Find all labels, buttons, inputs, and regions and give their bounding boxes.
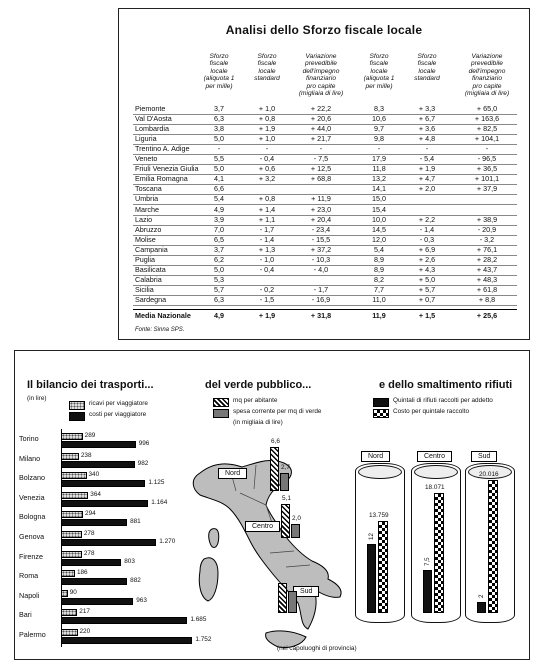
table-cell: + 23,0 bbox=[310, 204, 332, 214]
transport-costi-value: 803 bbox=[124, 557, 135, 565]
rifiuti-title: e dello smaltimento rifiuti bbox=[379, 379, 513, 391]
table-cell: - 3,2 bbox=[479, 234, 495, 244]
verde-title: del verde pubblico... bbox=[205, 379, 312, 391]
verde-note: (nei capoluoghi di provincia) bbox=[277, 645, 357, 652]
table-cell: 5,4 bbox=[374, 244, 384, 254]
transport-ricavi-bar bbox=[61, 472, 87, 479]
infographic-panel bbox=[14, 350, 530, 660]
transport-ricavi-bar bbox=[61, 551, 82, 558]
table-source: Fonte: Sinna SPS. bbox=[135, 327, 185, 333]
table-cell: - bbox=[425, 144, 429, 154]
table-row-region: Toscana bbox=[135, 184, 162, 194]
transport-costi-value: 963 bbox=[136, 596, 147, 604]
table-cell: 7,7 bbox=[374, 284, 384, 294]
rifiuti-quintali-bar bbox=[477, 602, 486, 613]
legend-mq-label: mq per abitante bbox=[233, 397, 278, 404]
table-cell: 6,2 bbox=[214, 254, 224, 264]
table-header-col-6: Variazione prevedibile dell'impegno finanziario pro capite (migliaia di lire) bbox=[464, 53, 510, 98]
table-row-region: Emilia Romagna bbox=[135, 174, 188, 184]
table-cell: 4,9 bbox=[214, 204, 224, 214]
table-cell: - 10,3 bbox=[311, 254, 331, 264]
table-row-region: Molise bbox=[135, 234, 156, 244]
table-cell: + 44,0 bbox=[310, 124, 332, 134]
table-cell: + 61,8 bbox=[476, 284, 498, 294]
transport-costi-bar bbox=[61, 539, 156, 546]
rifiuti-costo-bar bbox=[378, 521, 388, 613]
verde-centro-mq-value: 5,1 bbox=[282, 495, 291, 502]
transport-costi-value: 882 bbox=[130, 577, 141, 585]
transport-ricavi-value: 217 bbox=[79, 608, 90, 616]
legend-costi-label: costi per viaggiatore bbox=[89, 411, 147, 418]
table-cell: 3,9 bbox=[214, 214, 224, 224]
table-cell: 6,5 bbox=[214, 234, 224, 244]
transport-costi-bar bbox=[61, 500, 148, 507]
transport-city-label: Bologna bbox=[19, 512, 46, 522]
table-row-region: Lombardia bbox=[135, 124, 169, 134]
table-cell: - bbox=[265, 144, 269, 154]
verde-nord-mq-bar bbox=[270, 447, 279, 491]
table-cell: - 1,4 bbox=[259, 234, 275, 244]
table-cell: + 21,7 bbox=[310, 134, 332, 144]
verde-tag-sud: Sud bbox=[293, 586, 319, 597]
table-cell: 3,7 bbox=[214, 104, 224, 113]
table-cell: - 7,5 bbox=[313, 154, 329, 164]
table-row-region: Trentino A. Adige bbox=[135, 144, 190, 154]
table-total-cell: 4,9 bbox=[214, 311, 224, 320]
table-cell: 14,5 bbox=[372, 224, 386, 234]
table-row-region: Puglia bbox=[135, 254, 155, 264]
table-cell: + 101,1 bbox=[474, 174, 500, 184]
transport-costi-bar bbox=[61, 480, 145, 487]
table-cell: 9,8 bbox=[374, 134, 384, 144]
table-cell: 10,6 bbox=[372, 114, 386, 124]
table-total-cell: + 25,6 bbox=[476, 311, 498, 320]
legend-quintali-label: Quintali di rifiuti raccolti per addetto bbox=[393, 397, 493, 404]
legend-spesa-swatch bbox=[213, 409, 229, 418]
rifiuti-quintali-bar bbox=[423, 570, 432, 613]
table-cell: + 8,8 bbox=[478, 294, 496, 304]
table-cell: + 36,5 bbox=[476, 164, 498, 174]
transport-ricavi-value: 278 bbox=[83, 549, 95, 557]
italy-map bbox=[170, 433, 360, 653]
table-cell: + 1,9 bbox=[418, 164, 436, 174]
table-cell: - bbox=[319, 144, 323, 154]
legend-mq-swatch bbox=[213, 398, 229, 407]
table-cell: + 6,9 bbox=[418, 244, 436, 254]
transport-ricavi-bar bbox=[61, 453, 79, 460]
transport-ricavi-value: 238 bbox=[80, 451, 92, 459]
legend-ricavi-label: ricavi per viaggiatore bbox=[89, 400, 148, 407]
table-row-region: Sicilia bbox=[135, 284, 154, 294]
rifiuti-area-tag: Centro bbox=[417, 451, 452, 462]
verde-sud-spesa-bar bbox=[288, 591, 297, 613]
table-total-region: Media Nazionale bbox=[135, 311, 191, 320]
table-cell: + 1,1 bbox=[258, 214, 276, 224]
table-cell: + 37,2 bbox=[310, 244, 332, 254]
table-cell: - bbox=[377, 144, 381, 154]
table-cell: 5,3 bbox=[214, 274, 224, 284]
rifiuti-area-tag: Sud bbox=[471, 451, 497, 462]
corsica-shape bbox=[209, 529, 219, 548]
table-cell: + 0,7 bbox=[418, 294, 436, 304]
rifiuti-quintali-value: 2 bbox=[478, 594, 485, 598]
legend-costo-swatch bbox=[373, 409, 389, 418]
table-cell: - 1,0 bbox=[259, 254, 275, 264]
table-cell: + 38,9 bbox=[476, 214, 498, 224]
table-cell: 6,3 bbox=[214, 114, 224, 124]
table-cell: - 15,5 bbox=[311, 234, 331, 244]
table-cell: - 1,7 bbox=[313, 284, 329, 294]
table-row-region: Liguria bbox=[135, 134, 157, 144]
table-total-cell: + 31,8 bbox=[310, 311, 332, 320]
table-cell: 6,3 bbox=[214, 294, 224, 304]
transport-ricavi-bar bbox=[61, 492, 88, 499]
transport-costi-bar bbox=[61, 598, 133, 605]
table-cell: + 3,6 bbox=[418, 124, 436, 134]
transport-ricavi-bar bbox=[61, 570, 75, 577]
table-cell: + 4,7 bbox=[418, 174, 436, 184]
rifiuti-costo-bar bbox=[434, 493, 444, 613]
table-cell: + 20,6 bbox=[310, 114, 332, 124]
table-cell: + 82,5 bbox=[476, 124, 498, 134]
table-cell: 15,0 bbox=[372, 194, 386, 204]
table-cell: + 1,3 bbox=[258, 244, 276, 254]
table-row-region: Campania bbox=[135, 244, 168, 254]
table-cell: - 16,9 bbox=[311, 294, 331, 304]
table-title: Analisi dello Sforzo fiscale locale bbox=[225, 23, 423, 37]
transport-city-label: Palermo bbox=[19, 630, 46, 639]
table-cell: + 12,5 bbox=[310, 164, 332, 174]
transport-ricavi-bar bbox=[61, 629, 78, 636]
transport-city-label: Bari bbox=[19, 610, 32, 620]
table-cell: + 43,7 bbox=[476, 264, 498, 274]
table-cell: + 68,8 bbox=[310, 174, 332, 184]
legend-spesa-label: spesa corrente per mq di verde bbox=[233, 408, 322, 415]
table-row-region: Abruzzo bbox=[135, 224, 162, 234]
table-cell: 8,2 bbox=[374, 274, 384, 284]
table-cell: 15,4 bbox=[372, 204, 386, 214]
table-cell: + 2,0 bbox=[418, 184, 436, 194]
table-header-col-3: Variazione prevedibile dell'impegno finanziario pro capite (migliaia di lire) bbox=[298, 53, 344, 98]
transport-city-label: Bolzano bbox=[19, 473, 45, 483]
transport-costi-bar bbox=[61, 578, 127, 585]
table-cell: + 76,1 bbox=[476, 244, 498, 254]
table-cell: + 4,8 bbox=[418, 134, 436, 144]
table-cell: + 28,2 bbox=[476, 254, 498, 264]
transport-ricavi-value: 294 bbox=[85, 510, 96, 518]
rifiuti-quintali-bar bbox=[367, 544, 376, 613]
table-cell: 6,6 bbox=[214, 184, 224, 194]
table-cell: - 5,4 bbox=[419, 154, 435, 164]
table-cell: + 0,8 bbox=[258, 114, 276, 124]
transport-costi-value: 996 bbox=[138, 440, 150, 447]
table-cell: + 3,2 bbox=[258, 174, 276, 184]
table-header-col-4: Sforzo fiscale locale (aliquota 1 per mille) bbox=[363, 53, 395, 90]
sardinia-shape bbox=[199, 558, 218, 601]
table-cell: 11,8 bbox=[372, 164, 386, 174]
table-cell: - bbox=[485, 144, 489, 154]
transport-unit: (in lire) bbox=[27, 395, 47, 402]
table-total-cell: 11,9 bbox=[372, 311, 386, 320]
table-cell: 5,7 bbox=[214, 284, 224, 294]
transport-costi-value: 1.685 bbox=[190, 616, 207, 624]
fiscal-table-panel bbox=[118, 8, 530, 340]
table-cell: + 0,6 bbox=[258, 164, 276, 174]
table-cell: + 5,0 bbox=[418, 274, 436, 284]
rifiuti-costo-value: 13.759 bbox=[369, 512, 389, 520]
table-cell: + 37,9 bbox=[476, 184, 498, 194]
table-cell: + 2,2 bbox=[418, 214, 436, 224]
table-cell: + 1,4 bbox=[258, 204, 276, 214]
table-cell: + 3,3 bbox=[418, 104, 436, 113]
table-cell: + 48,3 bbox=[476, 274, 498, 284]
table-cell: 10,0 bbox=[372, 214, 386, 224]
transport-ricavi-bar bbox=[61, 511, 83, 518]
table-total-divider bbox=[133, 309, 517, 310]
rifiuti-costo-value: 18.071 bbox=[425, 483, 445, 491]
table-header-col-1: Sforzo fiscale locale (aliquota 1 per mille) bbox=[203, 53, 235, 90]
table-cell: - 1,7 bbox=[259, 224, 275, 234]
table-cell: - 0,4 bbox=[259, 264, 275, 274]
table-row-region: Friuli Venezia Giulia bbox=[135, 164, 199, 174]
transport-costi-bar bbox=[61, 519, 127, 526]
transport-costi-value: 1.125 bbox=[148, 479, 165, 487]
table-row-region: Lazio bbox=[135, 214, 153, 224]
table-cell: - 1,4 bbox=[419, 224, 435, 234]
verde-centro-spesa-value: 2,0 bbox=[292, 515, 301, 522]
transport-ricavi-bar bbox=[61, 433, 83, 440]
transport-ricavi-value: 278 bbox=[83, 530, 95, 537]
transport-costi-value: 982 bbox=[137, 459, 149, 467]
table-header-col-2: Sforzo fiscale locale standard bbox=[254, 53, 280, 83]
table-row-region: Marche bbox=[135, 204, 159, 214]
transport-ricavi-value: 364 bbox=[90, 490, 101, 498]
table-cell: 13,2 bbox=[372, 174, 386, 184]
table-cell: 9,7 bbox=[374, 124, 384, 134]
table-cell: + 22,2 bbox=[310, 104, 332, 113]
table-row-divider bbox=[133, 305, 517, 306]
table-total-cell: + 1,9 bbox=[258, 311, 276, 320]
table-cell: + 1,0 bbox=[258, 134, 276, 144]
rifiuti-quintali-value: 12 bbox=[368, 533, 375, 541]
rifiuti-costo-value: 20.016 bbox=[479, 470, 499, 478]
verde-nord-mq-value: 6,6 bbox=[271, 438, 280, 445]
transport-costi-bar bbox=[61, 617, 187, 624]
table-cell: + 104,1 bbox=[474, 134, 500, 144]
transport-city-label: Firenze bbox=[19, 551, 43, 561]
transport-ricavi-bar bbox=[61, 590, 68, 597]
table-cell: 4,1 bbox=[214, 174, 224, 184]
transport-title: Il bilancio dei trasporti... bbox=[27, 379, 154, 391]
table-cell: - bbox=[217, 144, 221, 154]
verde-sud-mq-bar bbox=[278, 583, 287, 613]
transport-ricavi-bar bbox=[61, 531, 82, 538]
table-row-region: Calabria bbox=[135, 274, 162, 284]
transport-ricavi-value: 220 bbox=[79, 628, 91, 635]
transport-ricavi-bar bbox=[61, 609, 77, 616]
table-cell: 5,4 bbox=[214, 194, 224, 204]
transport-city-label: Torino bbox=[19, 434, 39, 443]
table-cell: 14,1 bbox=[372, 184, 386, 194]
transport-city-label: Venezia bbox=[19, 492, 45, 502]
verde-centro-spesa-bar bbox=[291, 524, 300, 538]
table-row-region: Sardegna bbox=[135, 294, 167, 304]
transport-costi-bar bbox=[61, 441, 136, 448]
transport-ricavi-value: 186 bbox=[76, 569, 88, 577]
legend-quintali-swatch bbox=[373, 398, 389, 407]
transport-costi-value: 881 bbox=[130, 518, 141, 526]
table-cell: 5,0 bbox=[214, 164, 224, 174]
table-cell: 8,9 bbox=[374, 264, 384, 274]
verde-unit: (in migliaia di lire) bbox=[233, 419, 283, 426]
table-cell: 8,9 bbox=[374, 254, 384, 264]
transport-city-label: Napoli bbox=[19, 590, 40, 600]
table-cell: 5,0 bbox=[214, 134, 224, 144]
transport-ricavi-value: 90 bbox=[69, 588, 77, 596]
table-cell: 3,8 bbox=[214, 124, 224, 134]
table-row-region: Basilicata bbox=[135, 264, 166, 274]
table-cell: + 4,3 bbox=[418, 264, 436, 274]
table-cell: + 0,8 bbox=[258, 194, 276, 204]
table-cell: + 1,0 bbox=[258, 104, 276, 113]
table-row-region: Piemonte bbox=[135, 104, 166, 113]
table-header-col-5: Sforzo fiscale locale standard bbox=[414, 53, 440, 83]
table-cell: 11,0 bbox=[372, 294, 386, 304]
table-cell: + 20,4 bbox=[310, 214, 332, 224]
table-cell: 8,3 bbox=[374, 104, 384, 113]
legend-ricavi-swatch bbox=[69, 401, 85, 410]
table-cell: - 0,2 bbox=[259, 284, 275, 294]
legend-costi-swatch bbox=[69, 412, 85, 421]
table-cell: 7,0 bbox=[214, 224, 224, 234]
table-row-region: Veneto bbox=[135, 154, 158, 164]
table-cell: - 4,0 bbox=[313, 264, 329, 274]
table-row-region: Val D'Aosta bbox=[135, 114, 172, 124]
verde-nord-spesa-bar bbox=[280, 473, 289, 491]
verde-nord-spesa-value: 2,7 bbox=[281, 464, 290, 471]
rifiuti-cylinder-rim bbox=[414, 465, 458, 479]
table-cell: - 0,3 bbox=[419, 234, 435, 244]
verde-tag-centro: Centro bbox=[245, 521, 280, 532]
table-row-region: Umbria bbox=[135, 194, 159, 204]
table-total-cell: + 1,5 bbox=[418, 311, 436, 320]
table-cell: 5,5 bbox=[214, 154, 224, 164]
transport-costi-bar bbox=[61, 559, 121, 566]
table-cell: - 23,4 bbox=[311, 224, 331, 234]
transport-city-label: Milano bbox=[19, 453, 41, 463]
legend-costo-label: Costo per quintale raccolto bbox=[393, 408, 470, 415]
transport-city-label: Genova bbox=[19, 532, 45, 541]
table-cell: + 5,7 bbox=[418, 284, 436, 294]
rifiuti-costo-bar bbox=[488, 480, 498, 613]
rifiuti-area-tag: Nord bbox=[361, 451, 390, 462]
table-cell: + 1,9 bbox=[258, 124, 276, 134]
transport-costi-value: 1.752 bbox=[195, 636, 212, 643]
verde-tag-nord: Nord bbox=[218, 468, 247, 479]
table-cell: - 0,4 bbox=[259, 154, 275, 164]
table-cell: 17,9 bbox=[372, 154, 386, 164]
table-cell: + 6,7 bbox=[418, 114, 436, 124]
table-cell: - 20,9 bbox=[477, 224, 497, 234]
transport-costi-value: 1.164 bbox=[151, 498, 168, 506]
transport-costi-value: 1.270 bbox=[159, 538, 176, 545]
verde-centro-mq-bar bbox=[281, 504, 290, 538]
transport-ricavi-value: 340 bbox=[88, 471, 100, 479]
table-cell: + 2,6 bbox=[418, 254, 436, 264]
rifiuti-cylinder-rim bbox=[358, 465, 402, 479]
transport-city-label: Roma bbox=[19, 571, 39, 581]
table-cell: - 96,5 bbox=[477, 154, 497, 164]
transport-costi-bar bbox=[61, 461, 135, 468]
table-cell: + 11,9 bbox=[311, 194, 331, 204]
table-cell: + 65,0 bbox=[476, 104, 498, 113]
table-cell: + 163,6 bbox=[474, 114, 500, 124]
table-cell: 3,7 bbox=[214, 244, 224, 254]
table-cell: 5,0 bbox=[214, 264, 224, 274]
rifiuti-quintali-value: 7,5 bbox=[424, 557, 431, 567]
transport-ricavi-value: 289 bbox=[84, 432, 96, 439]
table-cell: - 1,5 bbox=[259, 294, 275, 304]
table-cell: 12,0 bbox=[372, 234, 386, 244]
